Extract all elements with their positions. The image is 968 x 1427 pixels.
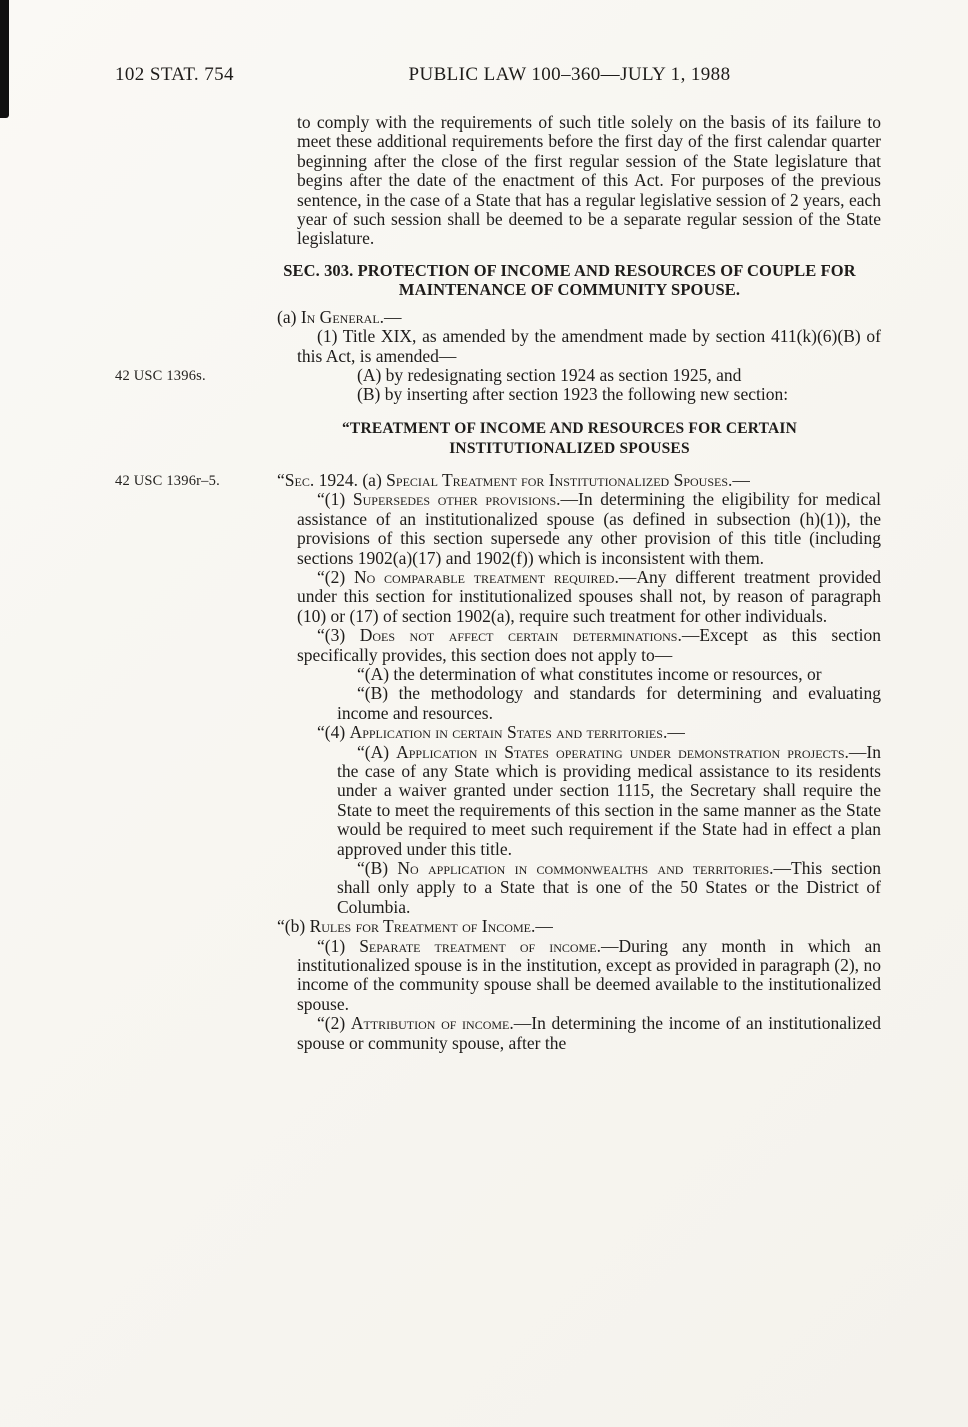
text-run: “(1) — [317, 489, 353, 510]
text-run: “(1) — [317, 935, 360, 956]
para-1-supersedes — [258, 490, 881, 568]
text-run: Sec. — [284, 469, 315, 490]
text-run: No comparable treatment required — [353, 566, 615, 587]
subsection-a-in-general — [258, 308, 881, 327]
text-run: .— — [662, 722, 685, 743]
text-run: Application in certain States and territories — [349, 722, 663, 743]
subpara-b-methodology — [258, 684, 881, 723]
text-run: “(4) — [317, 722, 350, 743]
text-run: SEC. 303. PROTECTION OF INCOME AND RESOURCES OF COUPLE FOR MAINTENANCE OF COMMUNITY SPOUSE. — [283, 260, 856, 300]
text-run: Attribution of income — [350, 1013, 510, 1034]
paragraph-1-title-xix — [258, 327, 881, 366]
text-run: .— — [379, 306, 402, 327]
text-run: INSTITUTIONALIZED SPOUSES — [449, 439, 690, 457]
text-run: Supersedes other provisions — [352, 489, 557, 510]
text-run: “ — [277, 469, 285, 490]
text-column — [115, 112, 882, 1053]
text-run: .—During any month in which an institutionalized spouse is in the institution, except as provided in paragraph (2), no income of the community spouse shall be deemed available to the institutionalized spouse. — [297, 935, 881, 1014]
text-run: .—In determining the income of an institutionalized spouse or community spouse, after the — [297, 1013, 881, 1053]
text-run: Does not affect certain determinations — [359, 625, 678, 646]
continuation-paragraph — [258, 113, 881, 249]
text-run: Separate treatment of income — [359, 935, 597, 956]
text-run: (a) — [277, 306, 301, 327]
public-law-title: PUBLIC LAW 100–360—JULY 1, 1988 — [408, 64, 731, 85]
text-run: “(B) — [357, 858, 398, 878]
subsection-b-rules-income — [258, 917, 881, 936]
text-run: “(3) — [317, 625, 360, 646]
text-run: (A) by redesignating section 1924 as section 1925, and — [357, 365, 742, 386]
scan-artifact-bar — [0, 0, 9, 118]
text-run: No application in commonwealths and territories — [397, 858, 770, 878]
text-run: “TREATMENT OF INCOME AND RESOURCES FOR CERTAIN — [341, 419, 798, 437]
text-run: .—In the case of any State which is providing medical assistance to its residents under a waiver granted under section 1115, the Secretary shall require the State to meet the requirements of this section in the same manner as the State would be required to meet such requirement if the State had in effect a plan approved under this title. — [337, 741, 881, 859]
subpara-b-commonwealths — [258, 859, 881, 917]
margin-note: 42 USC 1396s. — [115, 368, 206, 385]
text-run: Special Treatment for Institutionalized Spouses — [386, 469, 729, 490]
text-run: Application in States operating under demonstration projects — [396, 741, 845, 762]
text-run: (1) Title XIX, as amended by the amendment made by section 411(k)(6)(B) of this Act, is amended— — [297, 326, 881, 366]
text-run: “(2) — [317, 1013, 351, 1034]
text-run: to comply with the requirements of such title solely on the basis of its failure to meet these additional requirements before the first day of the first calendar quarter beginning after the close of the first regular session of the State legislature that begins after the date of the enactment of this Act. For purposes of the previous sentence, in the case of a State that has a regular legislative session of 2 years, each year of such session shall be deemed to be a separate regular session of the State legislature. — [297, 112, 881, 249]
subpara-a-demonstration-projects — [258, 743, 881, 859]
text-run: .—Except as this section specifically provides, this section does not apply to— — [297, 625, 881, 665]
para-3-does-not-affect — [258, 626, 881, 665]
quoted-section-heading — [258, 419, 881, 459]
para-4-application — [258, 723, 881, 742]
para-1-separate-treatment — [258, 937, 881, 1015]
text-run: .— — [530, 916, 553, 937]
para-2-attribution — [258, 1014, 881, 1053]
margin-note: 42 USC 1396r–5. — [115, 472, 220, 489]
subparagraph-b-inserting — [258, 385, 881, 404]
statute-page-number: 102 STAT. 754 — [115, 64, 234, 85]
sec-1924-intro — [115, 469, 881, 490]
text-run: .—In determining the eligibility for medical assistance of an institutionalized spouse (as defined in subsection (h)(1)), the provisions of this section supersede any other provision of this title (including sections 1902(a)(17) and 1902(f)) which is inconsistent with them. — [297, 489, 881, 568]
text-run: “(A) — [357, 741, 397, 762]
para-2-no-comparable-treatment — [258, 568, 881, 626]
text-run: “(A) the determination of what constitutes income or resources, or — [357, 663, 822, 684]
text-run: Rules for Treatment of Income — [309, 916, 531, 937]
text-run: “(b) — [277, 916, 310, 937]
text-run: .—This section shall only apply to a State that is one of the 50 States or the District of Columbia. — [337, 858, 882, 917]
text-run: .— — [728, 469, 750, 490]
text-run: 1924. (a) — [314, 469, 387, 490]
subpara-a-determination — [258, 665, 881, 684]
sec-303-heading — [258, 261, 881, 300]
text-run: (B) by inserting after section 1923 the following new section: — [357, 384, 789, 405]
text-run: In General — [300, 306, 380, 327]
page-header — [0, 64, 968, 90]
subparagraph-a-redesignating — [115, 365, 881, 386]
text-run: “(B) the methodology and standards for determining and evaluating income and resources. — [337, 683, 881, 723]
text-run: .—Any different treatment provided under this section for institutionalized spouses shall not, by reason of paragraph (10) or (17) of section 1902(a), require such treatment for other individuals. — [297, 566, 881, 626]
text-run: “(2) — [317, 566, 354, 587]
